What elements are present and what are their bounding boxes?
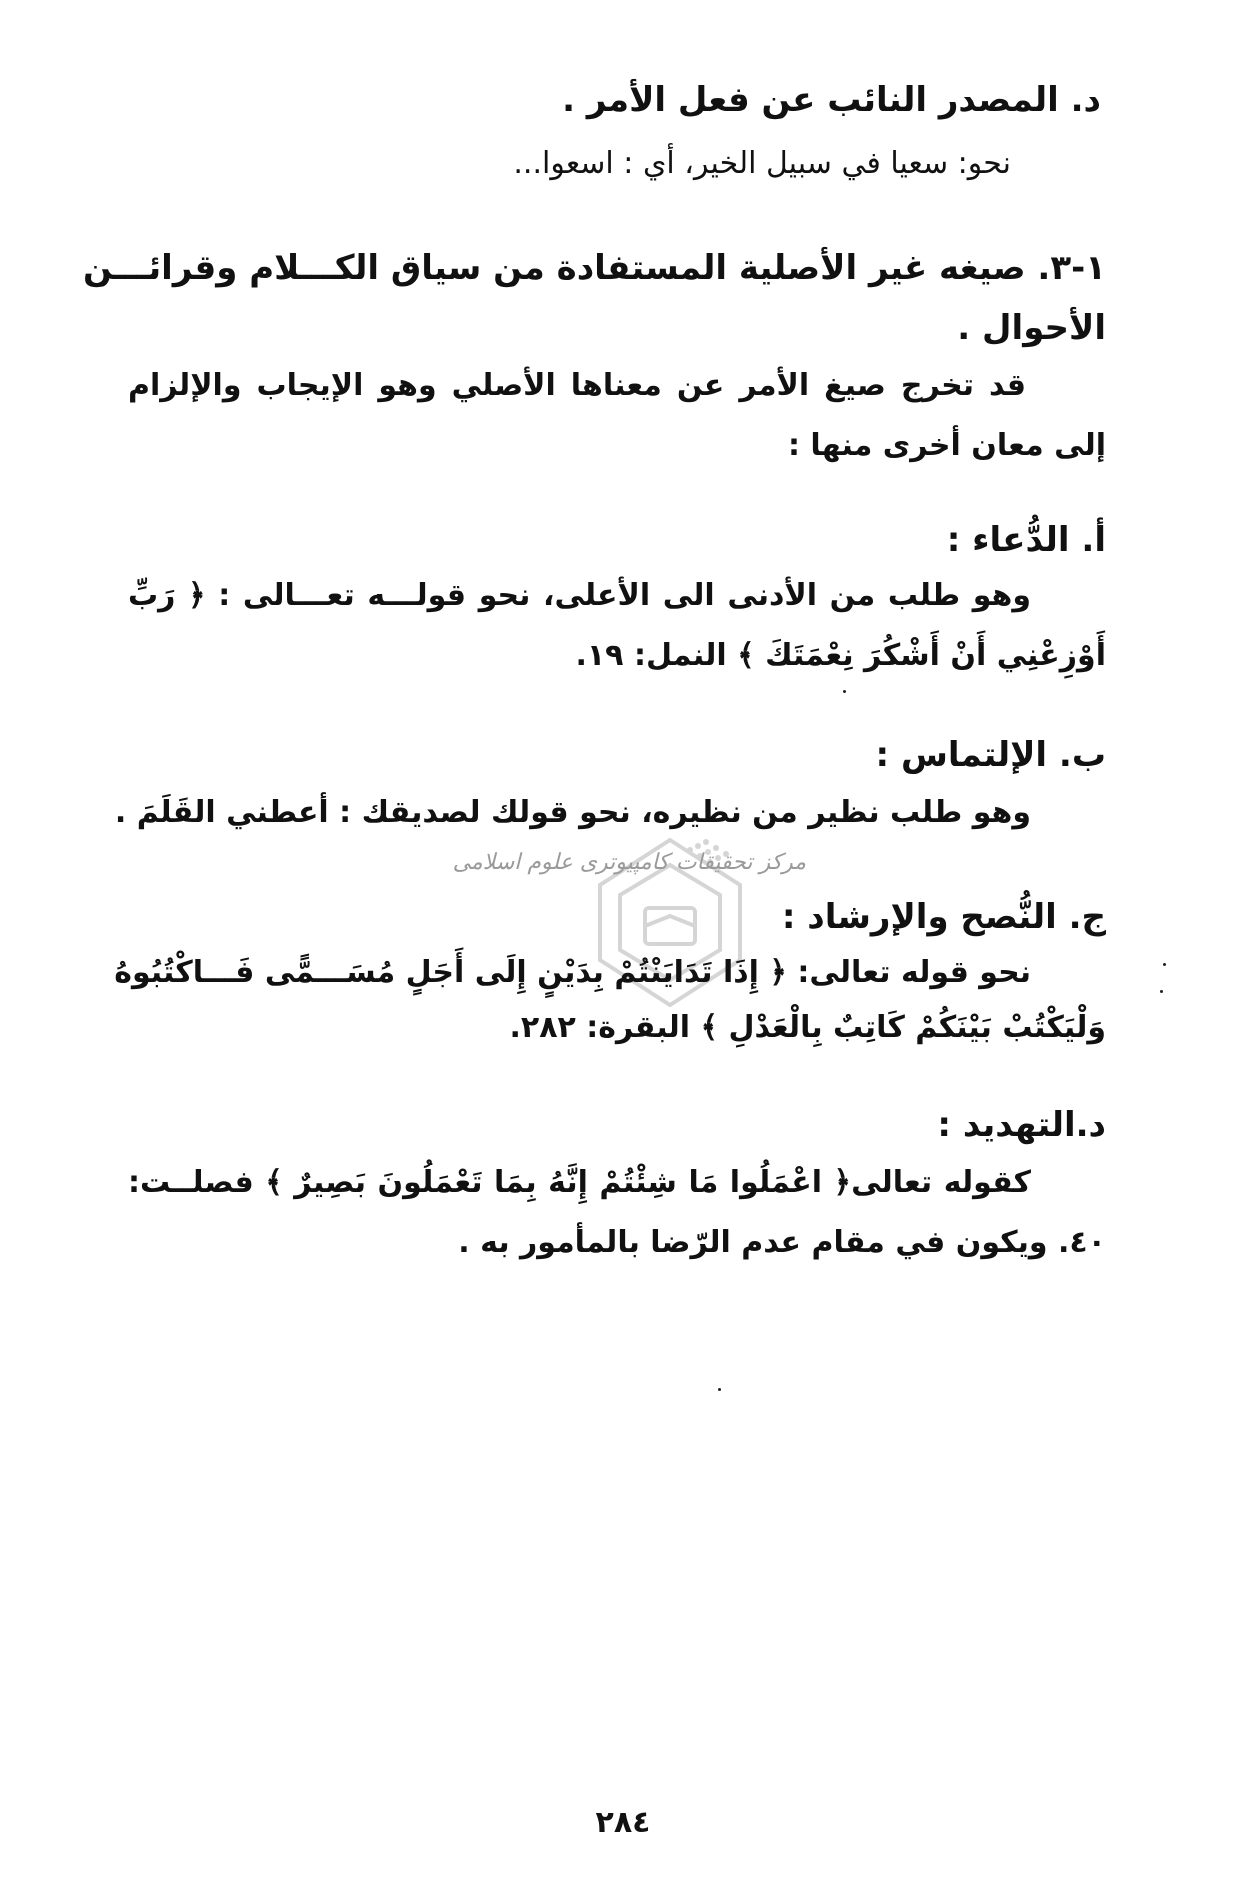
heading-d-masdar: د. المصدر النائب عن فعل الأمر . bbox=[562, 80, 1101, 120]
watermark-caption: مرکز تحقیقات کامپیوتری علوم اسلامی bbox=[452, 850, 806, 875]
scan-speck bbox=[718, 1388, 721, 1391]
example-masdar: نحو: سعيا في سبيل الخير، أي : اسعوا... bbox=[513, 146, 1011, 181]
page-number: ٢٨٤ bbox=[595, 1805, 651, 1840]
section-heading-1-3-cont: الأحوال . bbox=[957, 308, 1106, 348]
dua-paragraph-line1: وهو طلب من الأدنى الى الأعلى، نحو قولـــه تعـــالى : ﴿ رَبِّ bbox=[128, 578, 1031, 613]
scan-speck bbox=[1163, 963, 1166, 966]
nush-paragraph-line2: وَلْيَكْتُبْ بَيْنَكُمْ كَاتِبٌ بِالْعَدْلِ ﴾ البقرة: ٢٨٢. bbox=[509, 1010, 1106, 1045]
section-heading-1-3: ١-٣. صيغه غير الأصلية المستفادة من سياق الكـــلام وقرائـــن bbox=[82, 248, 1106, 288]
dua-paragraph-line2: أَوْزِعْنِي أَنْ أَشْكُرَ نِعْمَتَكَ ﴾ النمل: ١٩. bbox=[575, 638, 1106, 673]
scan-speck bbox=[1160, 990, 1163, 993]
subheading-tahdid: د.التهديد : bbox=[937, 1105, 1106, 1145]
intro-paragraph-line1: قد تخرج صيغ الأمر عن معناها الأصلي وهو الإيجاب والإلزام bbox=[128, 368, 1026, 403]
subheading-dua: أ. الدُّعاء : bbox=[946, 520, 1106, 560]
tahdid-paragraph-line2: ٤٠. ويكون في مقام عدم الرّضا بالمأمور به . bbox=[458, 1225, 1106, 1260]
tahdid-paragraph-line1: كقوله تعالى﴿ اعْمَلُوا مَا شِئْتُمْ إِنَّهُ بِمَا تَعْمَلُونَ بَصِيرٌ ﴾ فصلــت: bbox=[128, 1165, 1031, 1200]
intro-paragraph-line2: إلى معان أخرى منها : bbox=[787, 428, 1106, 463]
nush-paragraph-line1: نحو قوله تعالى: ﴿ إِذَا تَدَايَنْتُمْ بِدَيْنٍ إِلَى أَجَلٍ مُسَـــمًّى فَـــاكْتُبُوهُ bbox=[114, 955, 1031, 990]
subheading-nush: ج. النُّصح والإرشاد : bbox=[781, 897, 1106, 937]
scan-speck bbox=[843, 690, 846, 693]
subheading-iltimas: ب. الإلتماس : bbox=[875, 735, 1106, 775]
iltimas-paragraph: وهو طلب نظير من نظيره، نحو قولك لصديقك : أعطني القَلَمَ . bbox=[114, 795, 1031, 830]
